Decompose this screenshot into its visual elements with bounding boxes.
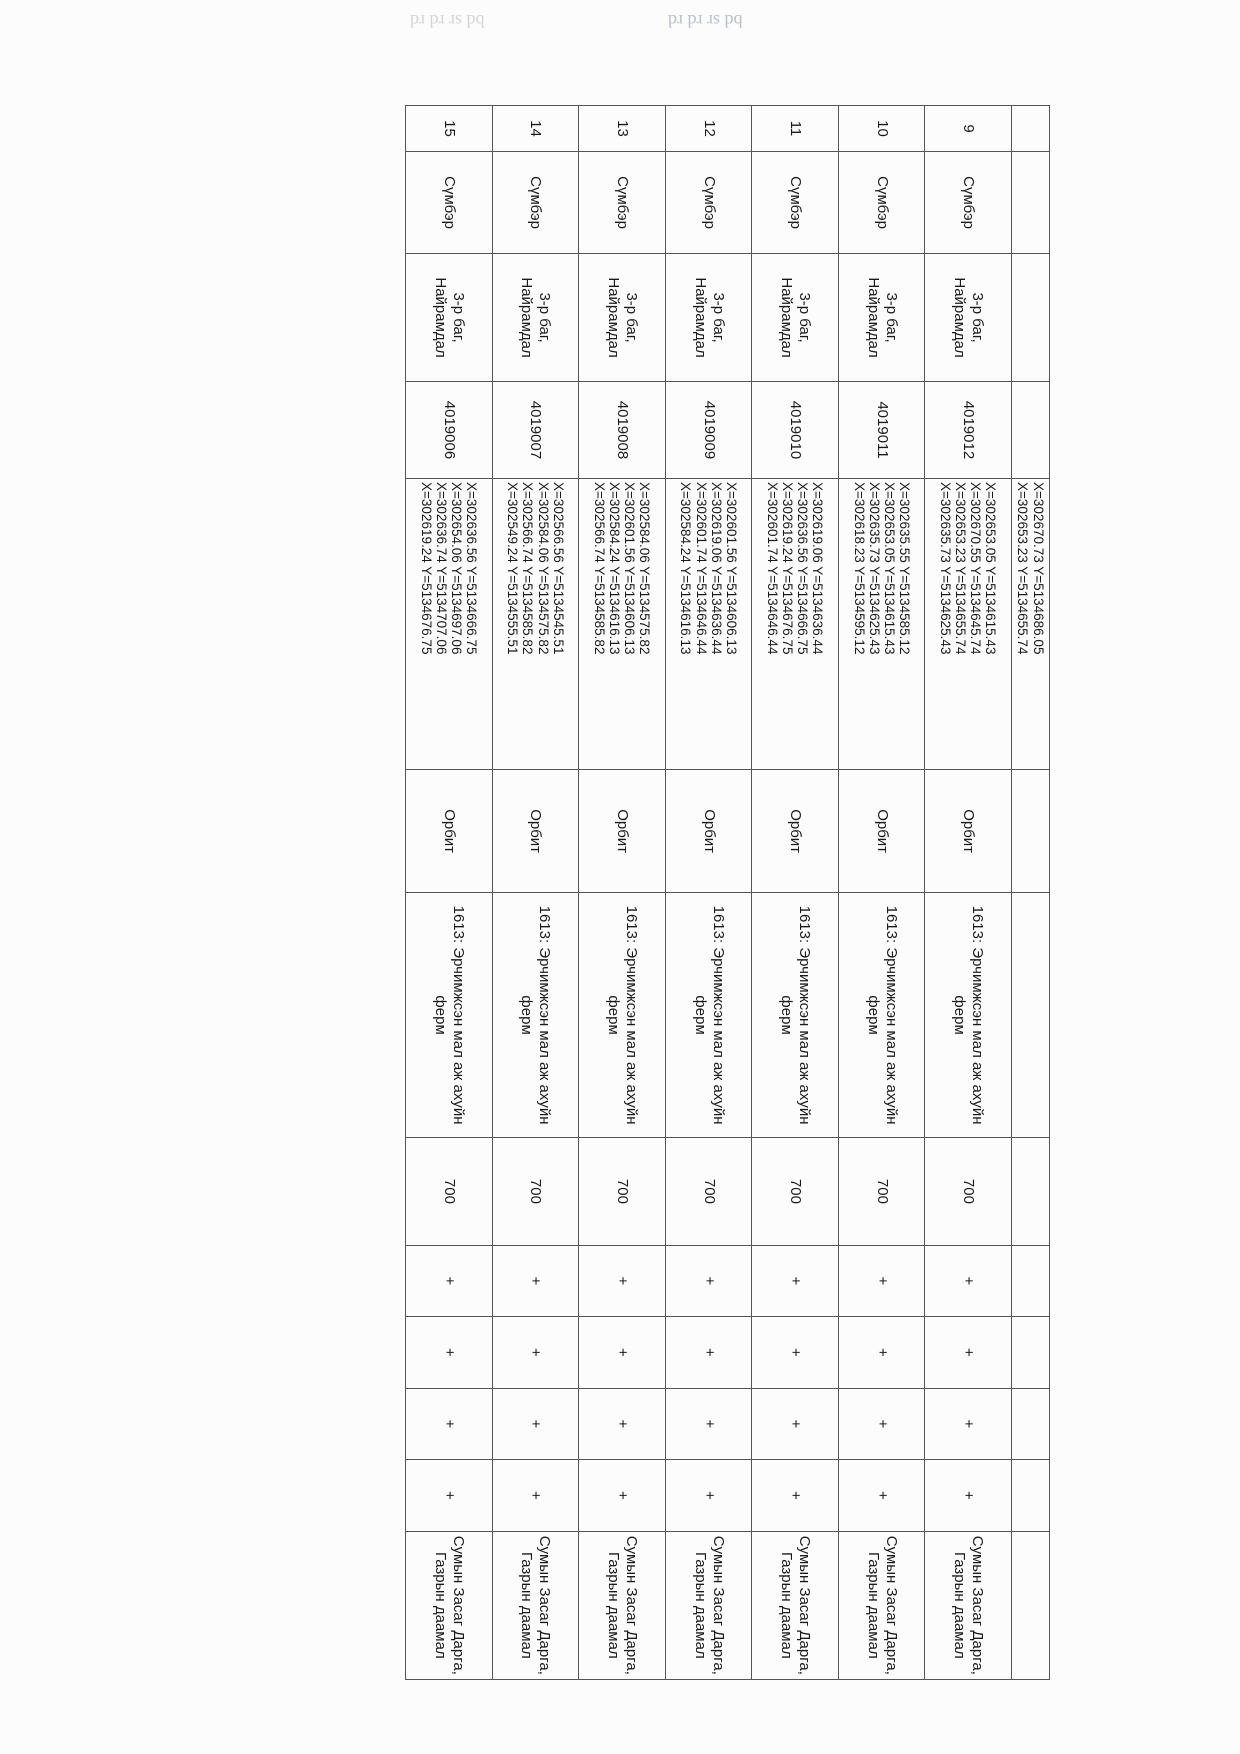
check-mark: + (492, 1317, 579, 1389)
area-value: 700 (752, 1138, 839, 1245)
location: 3-р баг, Найрамдал (752, 254, 839, 382)
authority: Сумын Засаг Дарга, Газрын даамал (406, 1531, 493, 1679)
check-mark: + (752, 1317, 839, 1389)
empty-cell (1012, 381, 1050, 478)
empty-cell (1012, 151, 1050, 253)
row-number: 12 (665, 106, 752, 152)
table-row (838, 106, 925, 1680)
location: 3-р баг, Найрамдал (838, 254, 925, 382)
check-mark: + (665, 1460, 752, 1532)
table-row (492, 106, 579, 1680)
check-mark: + (406, 1460, 493, 1532)
empty-cell (1012, 1138, 1050, 1245)
table-body (406, 106, 1050, 1680)
row-number: 11 (752, 106, 839, 152)
soum-name: Сүмбэр (579, 151, 666, 253)
check-mark: + (838, 1245, 925, 1317)
area-value: 700 (406, 1138, 493, 1245)
authority: Сумын Засаг Дарга, Газрын даамал (925, 1531, 1012, 1679)
coordinate-line: X=302619.06 Y=5134636.44 (810, 482, 826, 655)
area-value: 700 (579, 1138, 666, 1245)
check-mark: + (579, 1317, 666, 1389)
coordinate-line: X=302654.06 Y=5134697.06 (448, 482, 464, 655)
authority: Сумын Засаг Дарга, Газрын даамал (752, 1531, 839, 1679)
table-row (406, 106, 493, 1680)
area-value: 700 (838, 1138, 925, 1245)
location: 3-р баг, Найрамдал (406, 254, 493, 382)
check-mark: + (838, 1460, 925, 1532)
check-mark: + (665, 1388, 752, 1460)
check-mark: + (406, 1317, 493, 1389)
faint-stamp-left: bd sr rd rd (410, 11, 485, 31)
check-mark: + (492, 1460, 579, 1532)
check-mark: + (492, 1245, 579, 1317)
check-mark: + (492, 1388, 579, 1460)
company-name: Орбит (492, 770, 579, 893)
coordinates-cell (1012, 479, 1050, 770)
row-number: 15 (406, 106, 493, 152)
table-row-continuation (1012, 106, 1050, 1680)
coordinates-cell (752, 479, 839, 770)
soum-name: Сүмбэр (925, 151, 1012, 253)
check-mark: + (925, 1317, 1012, 1389)
check-mark: + (925, 1245, 1012, 1317)
company-name: Орбит (752, 770, 839, 893)
coordinate-line: X=302601.56 Y=5134606.13 (622, 482, 638, 655)
empty-cell (1012, 1460, 1050, 1532)
empty-cell (1012, 770, 1050, 893)
authority: Сумын Засаг Дарга, Газрын даамал (838, 1531, 925, 1679)
land-use-purpose: 1613: Эрчимжсэн мал аж ахуйн ферм (665, 892, 752, 1137)
check-mark: + (579, 1460, 666, 1532)
coordinate-line: X=302601.74 Y=5134646.44 (693, 482, 709, 655)
coordinate-line: X=302670.55 Y=5134645.74 (968, 482, 984, 655)
coordinate-line: X=302566.56 Y=5134545.51 (550, 482, 566, 655)
check-mark: + (925, 1388, 1012, 1460)
parcel-code: 4019009 (665, 381, 752, 478)
authority: Сумын Засаг Дарга, Газрын даамал (492, 1531, 579, 1679)
faint-stamp-right: bd sr rd rd (668, 11, 743, 31)
company-name: Орбит (925, 770, 1012, 893)
table-row (925, 106, 1012, 1680)
check-mark: + (579, 1245, 666, 1317)
coordinate-line: X=302653.23 Y=5134655.74 (1015, 482, 1031, 655)
land-parcel-table (405, 105, 1050, 1680)
coordinate-line: X=302601.74 Y=5134646.44 (764, 482, 780, 655)
coordinates-cell (579, 479, 666, 770)
coordinate-line: X=302653.05 Y=5134615.43 (881, 482, 897, 655)
coordinate-line: X=302653.23 Y=5134655.74 (953, 482, 969, 655)
coordinate-line: X=302619.06 Y=5134636.44 (708, 482, 724, 655)
coordinate-line: X=302584.24 Y=5134616.13 (678, 482, 694, 655)
coordinate-line: X=302636.56 Y=5134666.75 (795, 482, 811, 655)
parcel-code: 4019006 (406, 381, 493, 478)
empty-cell (1012, 892, 1050, 1137)
land-use-purpose: 1613: Эрчимжсэн мал аж ахуйн ферм (406, 892, 493, 1137)
row-number: 14 (492, 106, 579, 152)
coordinate-line: X=302636.56 Y=5134666.75 (464, 482, 480, 655)
authority: Сумын Засаг Дарга, Газрын даамал (579, 1531, 666, 1679)
empty-cell (1012, 1388, 1050, 1460)
coordinate-line: X=302619.24 Y=5134676.75 (780, 482, 796, 655)
check-mark: + (752, 1245, 839, 1317)
location: 3-р баг, Найрамдал (665, 254, 752, 382)
check-mark: + (752, 1460, 839, 1532)
coordinate-line: X=302584.24 Y=5134616.13 (606, 482, 622, 655)
company-name: Орбит (665, 770, 752, 893)
soum-name: Сүмбэр (492, 151, 579, 253)
company-name: Орбит (838, 770, 925, 893)
parcel-code: 4019007 (492, 381, 579, 478)
check-mark: + (752, 1388, 839, 1460)
location: 3-р баг, Найрамдал (579, 254, 666, 382)
empty-cell (1012, 1245, 1050, 1317)
parcel-code: 4019008 (579, 381, 666, 478)
coordinate-line: X=302584.06 Y=5134575.82 (535, 482, 551, 655)
coordinates-cell (406, 479, 493, 770)
area-value: 700 (925, 1138, 1012, 1245)
coordinate-line: X=302635.73 Y=5134625.43 (938, 482, 954, 655)
empty-cell (1012, 106, 1050, 152)
coordinate-line: X=302635.55 Y=5134585.12 (896, 482, 912, 655)
coordinate-line: X=302584.06 Y=5134575.82 (637, 482, 653, 655)
check-mark: + (579, 1388, 666, 1460)
coordinates-cell (665, 479, 752, 770)
check-mark: + (665, 1245, 752, 1317)
coordinate-line: X=302601.56 Y=5134606.13 (723, 482, 739, 655)
check-mark: + (406, 1388, 493, 1460)
check-mark: + (838, 1317, 925, 1389)
empty-cell (1012, 1531, 1050, 1679)
soum-name: Сүмбэр (838, 151, 925, 253)
land-use-purpose: 1613: Эрчимжсэн мал аж ахуйн ферм (752, 892, 839, 1137)
soum-name: Сүмбэр (752, 151, 839, 253)
empty-cell (1012, 1317, 1050, 1389)
rotated-table-container (405, 105, 1050, 1680)
area-value: 700 (492, 1138, 579, 1245)
parcel-code: 4019011 (838, 381, 925, 478)
check-mark: + (406, 1245, 493, 1317)
check-mark: + (838, 1388, 925, 1460)
coordinate-line: X=302619.24 Y=5134676.75 (418, 482, 434, 655)
company-name: Орбит (406, 770, 493, 893)
coordinates-cell (492, 479, 579, 770)
area-value: 700 (665, 1138, 752, 1245)
table-row (665, 106, 752, 1680)
row-number: 13 (579, 106, 666, 152)
land-use-purpose: 1613: Эрчимжсэн мал аж ахуйн ферм (925, 892, 1012, 1137)
company-name: Орбит (579, 770, 666, 893)
coordinates-cell (838, 479, 925, 770)
land-use-purpose: 1613: Эрчимжсэн мал аж ахуйн ферм (492, 892, 579, 1137)
soum-name: Сүмбэр (665, 151, 752, 253)
authority: Сумын Засаг Дарга, Газрын даамал (665, 1531, 752, 1679)
location: 3-р баг, Найрамдал (492, 254, 579, 382)
coordinate-line: X=302618.23 Y=5134595.12 (851, 482, 867, 655)
check-mark: + (665, 1317, 752, 1389)
row-number: 10 (838, 106, 925, 152)
table-row (752, 106, 839, 1680)
coordinate-line: X=302653.05 Y=5134615.43 (983, 482, 999, 655)
coordinate-line: X=302566.74 Y=5134585.82 (591, 482, 607, 655)
parcel-code: 4019012 (925, 381, 1012, 478)
row-number: 9 (925, 106, 1012, 152)
coordinate-line: X=302670.73 Y=5134686.05 (1030, 482, 1046, 655)
land-use-purpose: 1613: Эрчимжсэн мал аж ахуйн ферм (579, 892, 666, 1137)
empty-cell (1012, 254, 1050, 382)
coordinate-line: X=302636.74 Y=5134707.06 (433, 482, 449, 655)
coordinate-line: X=302635.73 Y=5134625.43 (866, 482, 882, 655)
check-mark: + (925, 1460, 1012, 1532)
table-row (579, 106, 666, 1680)
land-use-purpose: 1613: Эрчимжсэн мал аж ахуйн ферм (838, 892, 925, 1137)
coordinate-line: X=302566.74 Y=5134585.82 (520, 482, 536, 655)
coordinates-cell (925, 479, 1012, 770)
parcel-code: 4019010 (752, 381, 839, 478)
location: 3-р баг, Найрамдал (925, 254, 1012, 382)
soum-name: Сүмбэр (406, 151, 493, 253)
coordinate-line: X=302549.24 Y=5134555.51 (505, 482, 521, 655)
